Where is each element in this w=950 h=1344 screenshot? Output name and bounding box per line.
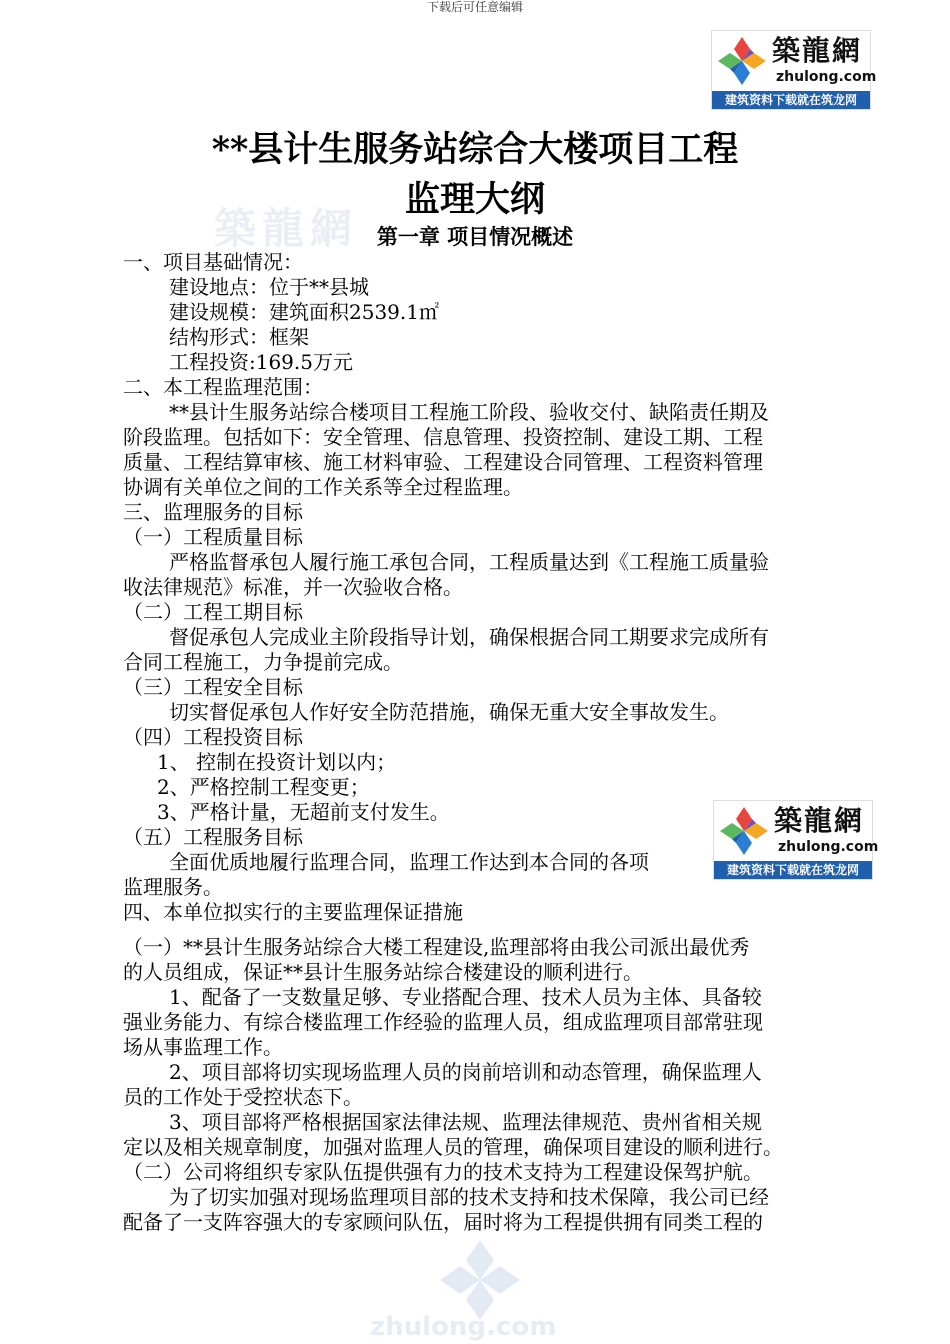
subsection-heading: （一）**县计生服务站综合大楼工程建设,监理部将由我公司派出最优秀 bbox=[123, 935, 750, 959]
body-line: 员的工作处于受控状态下。 bbox=[123, 1085, 363, 1109]
body-line: 2、项目部将切实现场监理人员的岗前培训和动态管理，确保监理人 bbox=[169, 1060, 762, 1084]
watermark-snowflake-icon bbox=[420, 1240, 540, 1320]
zhulong-logo-top bbox=[711, 30, 877, 110]
body-line: 督促承包人完成业主阶段指导计划，确保根据合同工期要求完成所有 bbox=[169, 625, 769, 649]
subsection-heading: （四）工程投资目标 bbox=[123, 725, 303, 749]
body-line: **县计生服务站综合楼项目工程施工阶段、验收交付、缺陷责任期及 bbox=[169, 400, 769, 424]
body-line: 收法律规范》标准，并一次验收合格。 bbox=[123, 575, 463, 599]
body-line: 定以及相关规章制度，加强对监理人员的管理，确保项目建设的顺利进行。 bbox=[123, 1135, 783, 1159]
document-body bbox=[123, 250, 847, 1235]
watermark-logo-text: 築龍網 bbox=[214, 204, 359, 253]
logo-tagline: 建筑资料下载就在筑龙网 bbox=[712, 91, 870, 109]
subsection-heading: （五）工程服务目标 bbox=[123, 825, 303, 849]
logo-name-en: zhulong.com bbox=[776, 69, 877, 85]
logo-name-cn: 築龍網 bbox=[772, 34, 863, 67]
body-line: 1、配备了一支数量足够、专业搭配合理、技术人员为主体、具备较 bbox=[169, 985, 762, 1009]
body-line: 切实督促承包人作好安全防范措施，确保无重大安全事故发生。 bbox=[169, 700, 729, 724]
section-heading: 二、本工程监理范围： bbox=[123, 375, 323, 399]
body-line: 全面优质地履行监理合同，监理工作达到本合同的各项 bbox=[169, 850, 649, 874]
subsection-heading: （三）工程安全目标 bbox=[123, 675, 303, 699]
doc-title-line2: 监理大纲 bbox=[404, 179, 545, 220]
logo-name-en: zhulong.com bbox=[778, 839, 879, 855]
section-heading: 一、项目基础情况： bbox=[123, 250, 303, 274]
section-heading: 三、监理服务的目标 bbox=[123, 500, 303, 524]
watermark-bottom bbox=[360, 1240, 600, 1344]
body-line: 结构形式：框架 bbox=[169, 325, 309, 349]
subsection-heading: （二）工程工期目标 bbox=[123, 600, 303, 624]
logo-name-cn: 築龍網 bbox=[774, 804, 865, 837]
body-line: 配备了一支阵容强大的专家顾问队伍，届时将为工程提供拥有同类工程的 bbox=[123, 1210, 763, 1234]
body-line: 质量、工程结算审核、施工材料审验、工程建设合同管理、工程资料管理 bbox=[123, 450, 763, 474]
body-line: 协调有关单位之间的工作关系等全过程监理。 bbox=[123, 475, 523, 499]
list-item: 3、严格计量，无超前支付发生。 bbox=[157, 800, 450, 824]
body-line: 建设地点：位于**县城 bbox=[169, 275, 369, 299]
list-item: 2、严格控制工程变更； bbox=[157, 775, 370, 799]
doc-title-line1: **县计生服务站综合大楼项目工程 bbox=[211, 129, 739, 170]
body-line: 阶段监理。包括如下：安全管理、信息管理、投资控制、建设工期、工程 bbox=[123, 425, 763, 449]
body-line: 合同工程施工，力争提前完成。 bbox=[123, 650, 403, 674]
paragraph-gap bbox=[123, 925, 847, 935]
body-line: 为了切实加强对现场监理项目部的技术支持和技术保障，我公司已经 bbox=[169, 1185, 769, 1209]
body-line: 监理服务。 bbox=[123, 875, 223, 899]
body-line: 场从事监理工作。 bbox=[123, 1035, 283, 1059]
body-line: 3、项目部将严格根据国家法律法规、监理法律规范、贵州省相关规 bbox=[169, 1110, 762, 1134]
subsection-heading: （二）公司将组织专家队伍提供强有力的技术支持为工程建设保驾护航。 bbox=[123, 1160, 763, 1184]
header-note: 下载后可任意编辑 bbox=[426, 0, 523, 14]
body-line: 严格监督承包人履行施工承包合同，工程质量达到《工程施工质量验 bbox=[169, 550, 769, 574]
body-line: 强业务能力、有综合楼监理工作经验的监理人员，组成监理项目部常驻现 bbox=[123, 1010, 763, 1034]
chapter-title: 第一章 项目情况概述 bbox=[376, 224, 574, 249]
list-item: 1、 控制在投资计划以内； bbox=[157, 750, 397, 774]
body-line: 工程投资:169.5万元 bbox=[169, 350, 353, 374]
logo-tagline: 建筑资料下载就在筑龙网 bbox=[714, 861, 872, 879]
body-line: 的人员组成，保证**县计生服务站综合楼建设的顺利进行。 bbox=[123, 960, 643, 984]
section-heading: 四、本单位拟实行的主要监理保证措施 bbox=[123, 900, 463, 924]
watermark-name-en: zhulong.com bbox=[370, 1312, 557, 1342]
zhulong-snowflake-icon bbox=[716, 35, 768, 87]
body-line: 建设规模：建筑面积2539.1㎡ bbox=[169, 300, 439, 324]
subsection-heading: （一）工程质量目标 bbox=[123, 525, 303, 549]
